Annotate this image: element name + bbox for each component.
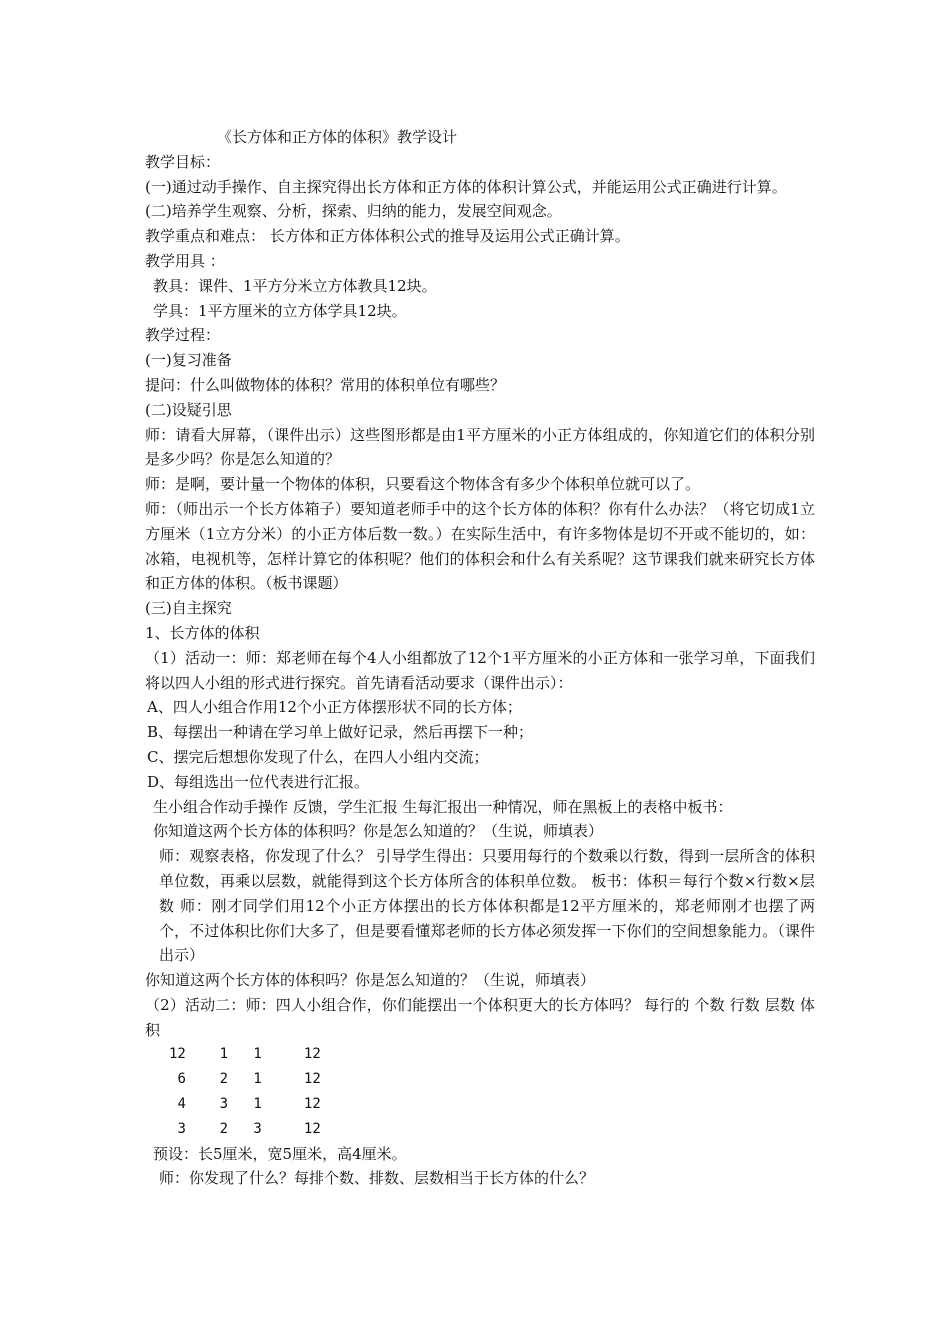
paragraph-unit: 师：是啊，要计量一个物体的体积，只要看这个物体含有多少个体积单位就可以了。 — [145, 475, 701, 494]
table-cell: 12 — [303, 1096, 321, 1113]
document-body — [145, 125, 815, 1191]
table-row — [145, 1067, 815, 1092]
requirement-b: B、每摆出一种请在学习单上做好记录，然后再摆下一种； — [147, 723, 534, 742]
document-title: 《长方体和正方体的体积》教学设计 — [217, 128, 458, 146]
table-cell: 1 — [253, 1046, 262, 1063]
observation-paragraph: 师：观察表格，你发现了什么？ 引导学生得出：只要用每行的个数乘以行数，得到一层所含的体积单位数，再乘以层数，就能得到这个长方体所含的体积单位数。 板书：体积＝每行个数×行数×层数 师：刚才同学们用12个小正方体摆出的长方体体积都是12平方厘米的，郑老师刚才也摆了两个，不过体积比你们大多了，但是要看懂郑老师的长方体必须发挥一下你们的空间想象能力。（课件出示） — [159, 847, 815, 965]
table-cell: 1 — [253, 1096, 262, 1113]
teaching-tools-heading: 教学用具 ： — [145, 251, 225, 270]
table-cell: 1 — [253, 1071, 262, 1088]
table-cell: 3 — [219, 1096, 229, 1113]
question-volume-repeat: 你知道这两个长方体的体积吗？你是怎么知道的？（生说，师填表） — [145, 971, 596, 990]
requirement-d: D、每组选出一位代表进行汇报。 — [147, 772, 370, 791]
review-question: 提问：什么叫做物体的体积？常用的体积单位有哪些？ — [145, 375, 506, 394]
teacher-tools: 教具：课件、1平方分米立方体教具12块。 — [153, 276, 437, 295]
table-cell: 3 — [253, 1120, 262, 1137]
group-feedback: 生小组合作动手操作 反馈，学生汇报 生每汇报出一种情况，师在黑板上的表格中板书： — [153, 797, 733, 816]
table-cell: 12 — [303, 1120, 321, 1137]
question-volume: 你知道这两个长方体的体积吗？你是怎么知道的？（生说，师填表） — [153, 822, 604, 841]
table-row — [145, 1042, 815, 1067]
requirement-c: C、摆完后想想你发现了什么，在四人小组内交流； — [147, 747, 489, 766]
student-tools: 学具：1平方厘米的立方体学具12块。 — [153, 301, 407, 320]
final-question: 师：你发现了什么？每排个数、排数、层数相当于长方体的什么？ — [159, 1169, 595, 1188]
table-row — [145, 1117, 815, 1142]
table-cell: 3 — [177, 1120, 186, 1137]
table-cell: 12 — [303, 1071, 321, 1088]
subsection-cuboid: 1、长方体的体积 — [145, 623, 260, 642]
table-cell: 12 — [303, 1046, 321, 1063]
table-cell: 2 — [219, 1071, 229, 1088]
table-cell: 1 — [219, 1046, 229, 1063]
activity-one: （1）活动一：师：郑老师在每个4人小组都放了12个1平方厘米的小正方体和一张学习单，下面我们将以四人小组的形式进行探究。首先请看活动要求（课件出示）： — [145, 648, 815, 692]
paragraph-screen: 师：请看大屏幕，（课件出示）这些图形都是由1平方厘米的小正方体组成的，你知道它们的体积分别是多少吗？你是怎么知道的？ — [145, 425, 815, 469]
activity-two: （2）活动二：师：四人小组合作，你们能摆出一个体积更大的长方体吗？ 每行的 个数 行数 层数 体积 — [145, 995, 815, 1039]
process-heading: 教学过程： — [145, 326, 221, 345]
table-cell: 2 — [219, 1120, 229, 1137]
objectives-heading: 教学目标： — [145, 152, 221, 171]
table-cell: 12 — [169, 1046, 186, 1063]
section-explore: (三)自主探究 — [145, 599, 232, 618]
section-inquiry: (二)设疑引思 — [145, 400, 232, 419]
objective-two: (二)培养学生观察、分析，探索、归纳的能力，发展空间观念。 — [145, 202, 562, 221]
objective-one: (一)通过动手操作、自主探究得出长方体和正方体的体积计算公式，并能运用公式正确进行计算。 — [145, 177, 787, 196]
section-review: (一)复习准备 — [145, 351, 232, 370]
paragraph-box: 师：（师出示一个长方体箱子）要知道老师手中的这个长方体的体积？你有什么办法？（将它切成1立方厘米（1立方分米）的小正方体后数一数。）在实际生活中，有许多物体是切不开或不能切的，如：冰箱，电视机等，怎样计算它的体积呢？他们的体积会和什么有关系呢？这节课我们就来研究长方体和正方体的体积。（板书课题） — [145, 499, 815, 593]
table-row — [145, 1092, 815, 1117]
preset-line: 预设：长5厘米，宽5厘米，高4厘米。 — [153, 1144, 407, 1163]
key-points: 教学重点和难点： 长方体和正方体体积公式的推导及运用公式正确计算。 — [145, 227, 630, 246]
table-cell: 6 — [177, 1071, 186, 1088]
table-cell: 4 — [177, 1096, 186, 1113]
requirement-a: A、四人小组合作用12个小正方体摆形状不同的长方体； — [147, 698, 522, 717]
